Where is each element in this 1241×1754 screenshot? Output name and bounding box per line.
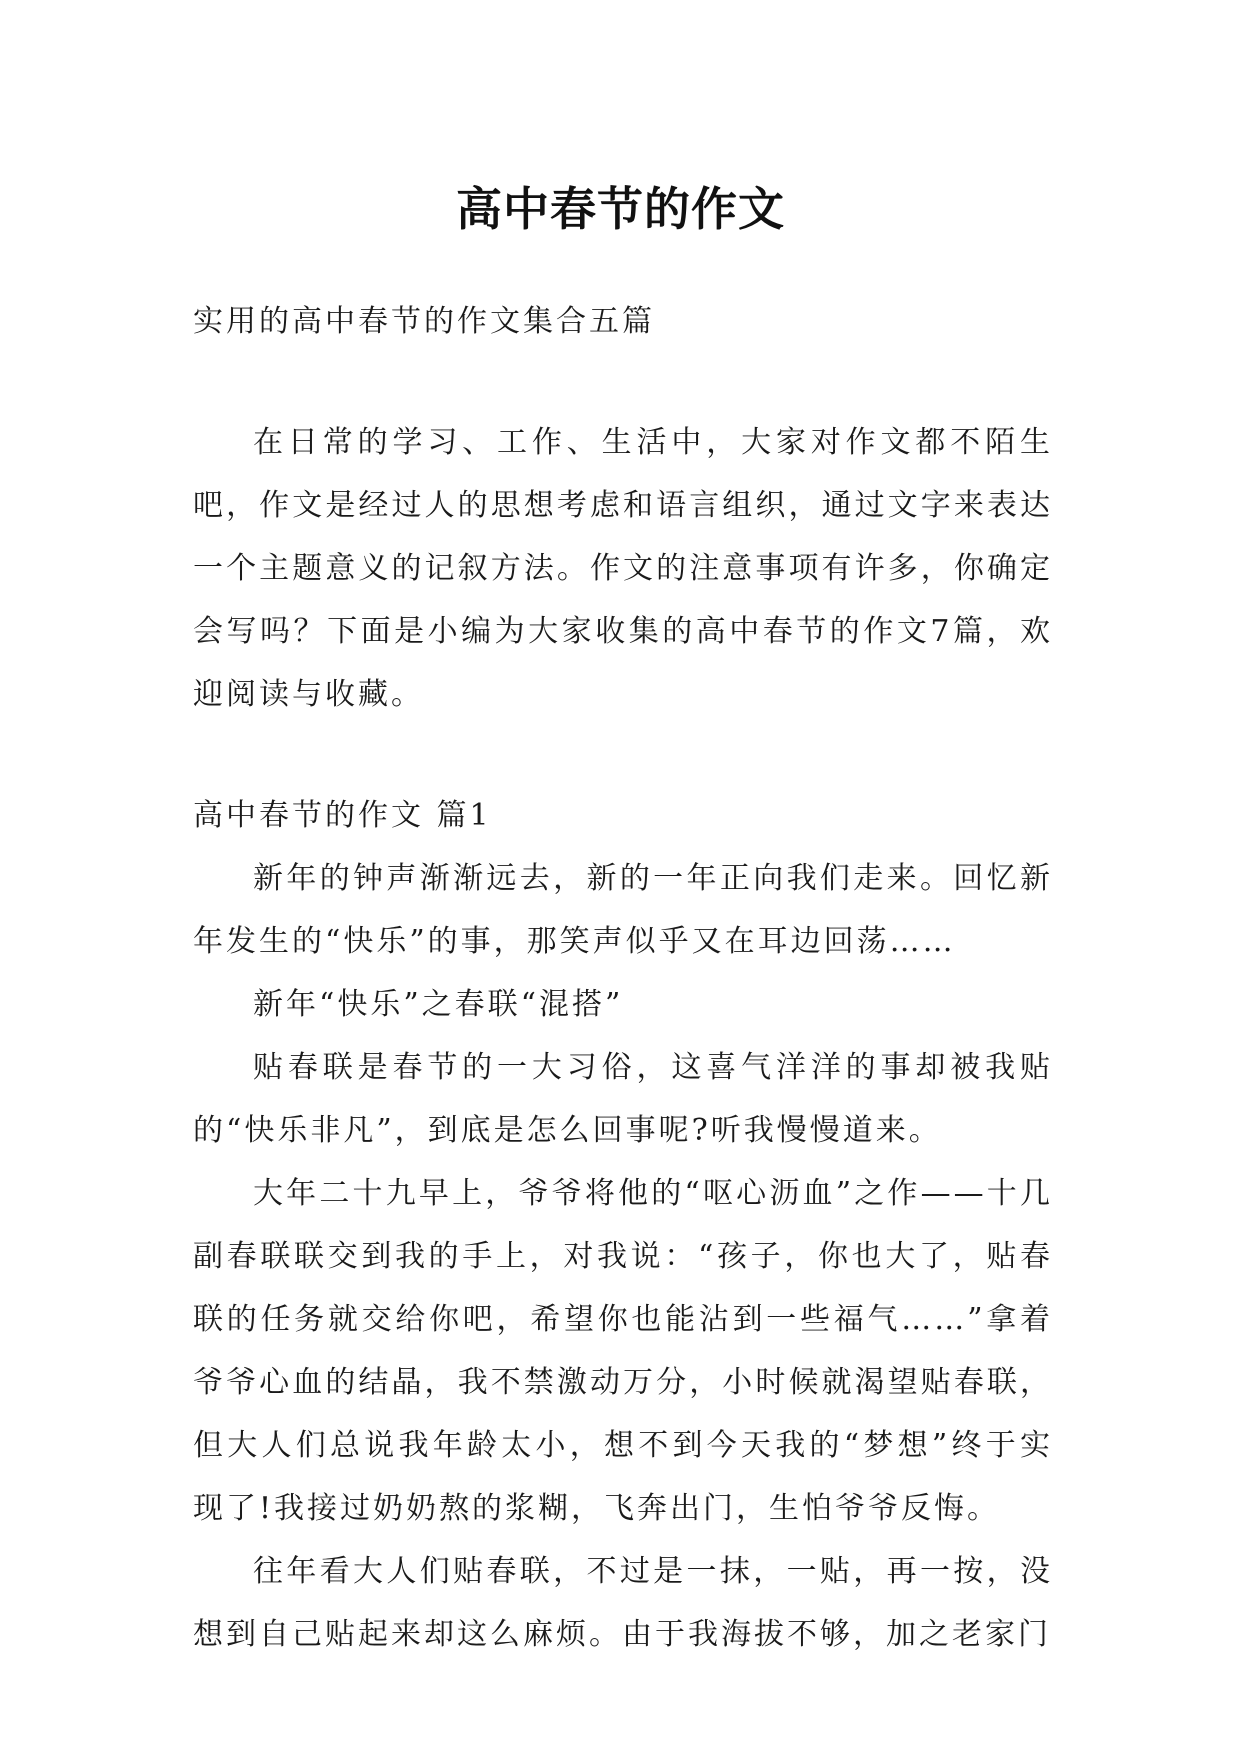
document-title: 高中春节的作文	[456, 181, 785, 236]
document-body	[193, 290, 1053, 1666]
body-paragraph: 贴春联是春节的一大习俗，这喜气洋洋的事却被我贴的“快乐非凡”，到底是怎么回事呢?听我慢慢道来。	[193, 1050, 1053, 1148]
body-paragraph: 新年的钟声渐渐远去，新的一年正向我们走来。回忆新年发生的“快乐”的事，那笑声似乎又在耳边回荡……	[193, 861, 1053, 959]
body-paragraph: 新年“快乐”之春联“混搭”	[253, 987, 624, 1022]
intro-paragraph: 在日常的学习、工作、生活中，大家对作文都不陌生吧，作文是经过人的思想考虑和语言组织，通过文字来表达一个主题意义的记叙方法。作文的注意事项有许多，你确定会写吗？下面是小编为大家收集的高中春节的作文7篇，欢迎阅读与收藏。	[193, 425, 1053, 712]
body-paragraph: 大年二十九早上，爷爷将他的“呕心沥血”之作——十几副春联联交到我的手上，对我说：“孩子，你也大了，贴春联的任务就交给你吧，希望你也能沾到一些福气……”拿着爷爷心血的结晶，我不禁激动万分，小时候就渴望贴春联，但大人们总说我年龄太小，想不到今天我的“梦想”终于实现了!我接过奶奶熬的浆糊，飞奔出门，生怕爷爷反悔。	[193, 1176, 1053, 1526]
body-paragraph: 往年看大人们贴春联，不过是一抹，一贴，再一按，没想到自己贴起来却这么麻烦。由于我海拔不够，加之老家门	[193, 1554, 1053, 1652]
section-heading: 高中春节的作文 篇1	[193, 798, 492, 833]
document-subtitle: 实用的高中春节的作文集合五篇	[193, 304, 655, 339]
